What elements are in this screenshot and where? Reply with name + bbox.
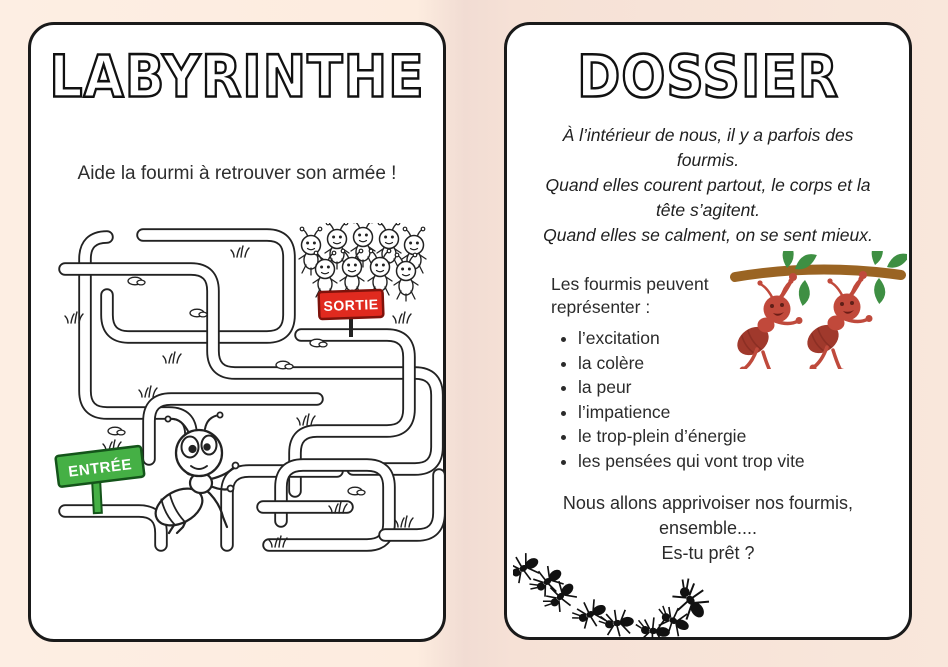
ant-army-icon [299,223,426,301]
list-item: • la colère [578,351,805,376]
list-item: • le trop-plein d’énergie [578,424,805,449]
left-page-title: LABYRINTHE [49,43,425,112]
right-page-title: DOSSIER [577,43,839,112]
ant-trail-icon [513,543,718,638]
branch-icon [735,269,901,277]
left-page [28,22,446,642]
list-intro: Les fourmis peuvent représenter : [551,274,709,317]
list-item: • l’excitation [578,326,805,351]
sortie-sign-label: SORTIE [323,296,379,314]
hanging-ant-icon [802,271,873,369]
intro-text [536,123,880,248]
maze-illustration [49,223,445,553]
intro-line: Quand elles se calment, on se sent mieux. [543,225,873,245]
right-page [504,22,912,640]
branch-ants-icon [729,251,907,369]
outro-line: ensemble.... [658,518,758,538]
outro-line: Es-tu prêt ? [661,543,755,563]
intro-line: À l’intérieur de nous, il y a parfois des fourmis. [562,125,854,170]
intro-line: Quand elles courent partout, le corps et la tête s’agitent. [545,175,871,220]
maze-instruction: Aide la fourmi à retrouver son armée ! [77,163,397,184]
list-item: • l’impatience [578,400,805,425]
list-item: • la peur [578,375,805,400]
hanging-ant-icon [732,273,803,369]
entree-sign-label: ENTRÉE [67,456,133,481]
list-item: • les pensées qui vont trop vite [578,449,805,474]
outro-line: Nous allons apprivoiser nos fourmis, [562,493,854,513]
entree-sign [55,446,144,513]
